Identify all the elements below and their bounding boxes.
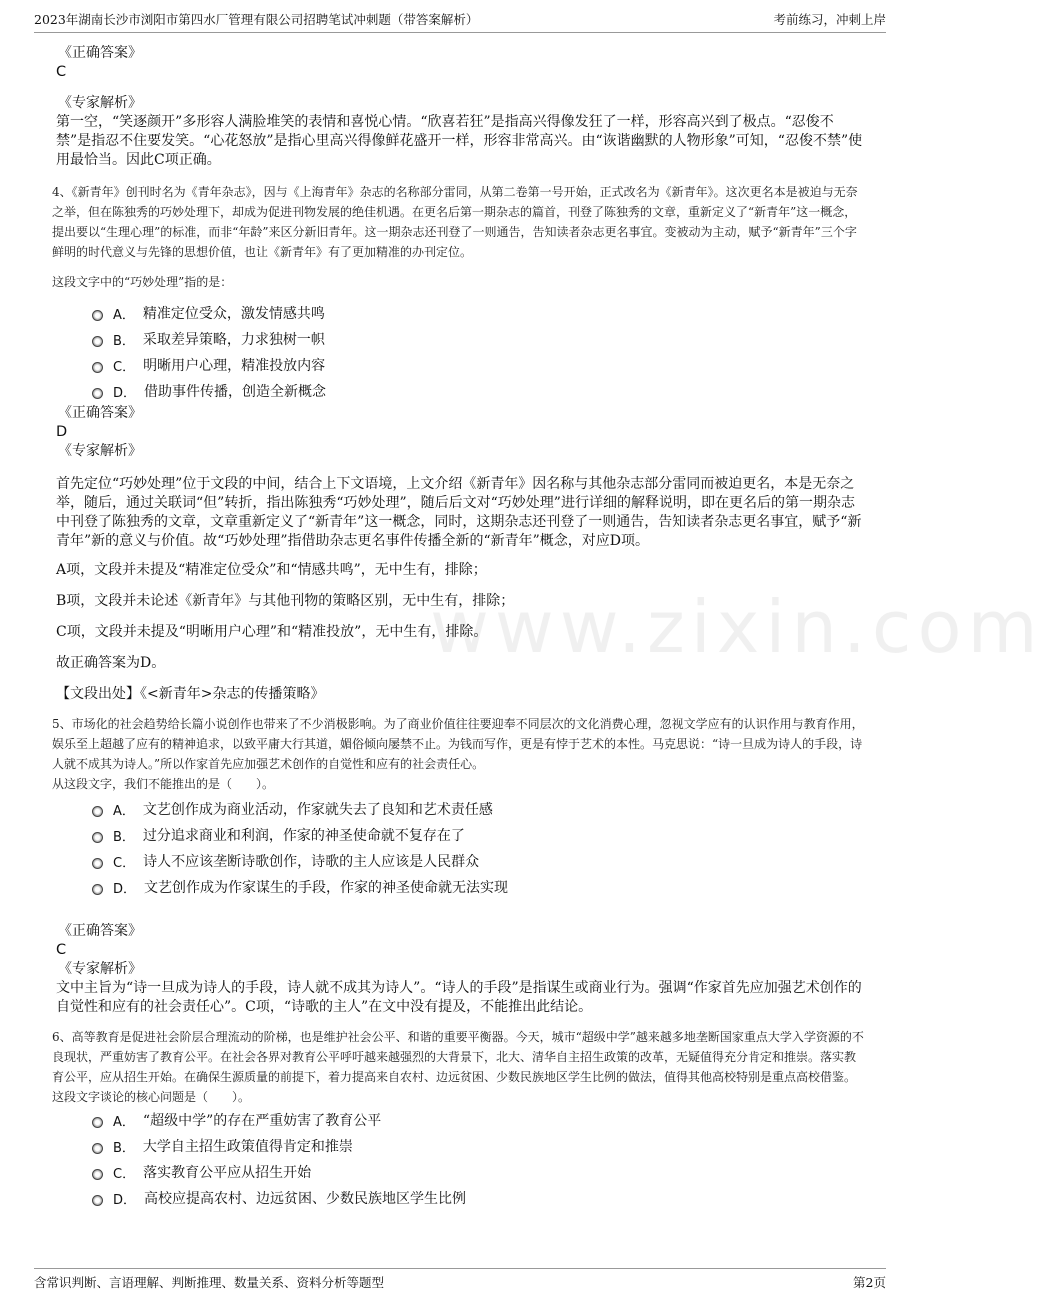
header-slogan: 考前练习，冲刺上岸: [773, 12, 886, 27]
option-c[interactable]: C． 落实教育公平应从招生开始: [92, 1159, 864, 1185]
radio-icon[interactable]: [92, 1169, 103, 1180]
page-footer: [34, 1268, 886, 1291]
explanation-text: 第一空，“笑逐颜开”多形容人满脸堆笑的表情和喜悦心情。“欣喜若狂”是指高兴得像发狂了一样，形容高兴到了极点。“忍俊不禁”是指忍不住要发笑。“心花怒放”是指心里高兴得像鲜花盛开一样，形容非常高兴。由“诙谐幽默的人物形象”可知，“忍俊不禁”使用最恰当。因此C项正确。: [56, 114, 863, 168]
option-a[interactable]: A． “超级中学”的存在严重妨害了教育公平: [92, 1107, 864, 1133]
option-d[interactable]: D． 文艺创作成为作家谋生的手段，作家的神圣使命就无法实现: [92, 874, 864, 900]
radio-icon[interactable]: [92, 1195, 103, 1206]
footer-topics: 含常识判断、言语理解、判断推理、数量关系、资料分析等题型: [34, 1275, 385, 1290]
expert-label: 《专家解析》: [58, 95, 142, 111]
watermark: www.zixin.com: [430, 585, 1044, 669]
expert-label: 《专家解析》: [58, 443, 142, 459]
expert-label: 《专家解析》: [58, 961, 142, 977]
radio-icon[interactable]: [92, 362, 103, 373]
explanation-paragraph: B项，文段并未论述《新青年》与其他刊物的策略区别，无中生有，排除；: [56, 593, 515, 609]
radio-icon[interactable]: [92, 832, 103, 843]
radio-icon[interactable]: [92, 310, 103, 321]
option-c[interactable]: C． 诗人不应该垄断诗歌创作，诗歌的主人应该是人民群众: [92, 848, 864, 874]
option-text: 精准定位受众，激发情感共鸣: [142, 306, 325, 322]
options-list: [52, 796, 864, 900]
question-stem: 6、高等教育是促进社会阶层合理流动的阶梯，也是维护社会公平、和谐的重要平衡器。今天，城市“超级中学”越来越多地垄断国家重点大学入学资源的不良现状，严重妨害了教育公平。在社会各界对教育公平呼吁越来越强烈的大背景下，北大、清华自主招生政策的改革，无疑值得充分肯定和推崇。落实教育公平，应从招生开始。在确保生源质量的前提下，着力提高来自农村、边远贫困、少数民族地区学生比例的做法，值得其他高校特别是重点高校借鉴。: [52, 1030, 864, 1084]
option-text: 落实教育公平应从招生开始: [143, 1165, 312, 1181]
question-prompt: 这段文字中的“巧妙处理”指的是：: [52, 275, 233, 289]
radio-icon[interactable]: [92, 1143, 103, 1154]
option-b[interactable]: B． 采取差异策略，力求独树一帜: [92, 326, 864, 352]
option-d[interactable]: D． 借助事件传播，创造全新概念: [92, 378, 864, 404]
option-b[interactable]: B． 大学自主招生政策值得肯定和推崇: [92, 1133, 864, 1159]
question-prompt: 从这段文字，我们不能推出的是（ ）。: [52, 777, 275, 791]
explanation-paragraph: C项，文段并未提及“明晰用户心理”和“精准投放”，无中生有，排除。: [56, 624, 488, 640]
answer-label: 《正确答案》: [58, 923, 142, 939]
source-citation: 【文段出处】《<新青年>杂志的传播策略》: [56, 686, 325, 702]
page-header: [34, 10, 886, 33]
option-text: 借助事件传播，创造全新概念: [144, 384, 327, 400]
options-list: [52, 1107, 864, 1211]
document-title: 2023年湖南长沙市浏阳市第四水厂管理有限公司招聘笔试冲刺题（带答案解析）: [34, 12, 479, 27]
question-stem: 5、市场化的社会趋势给长篇小说创作也带来了不少消极影响。为了商业价值往往要迎奉不同层次的文化消费心理，忽视文学应有的认识作用与教育作用，娱乐至上超越了应有的精神追求，以致平庸大行其道，媚俗倾向屡禁不止。为钱而写作，更是有悖于艺术的本性。马克思说：“诗一旦成为诗人的手段，诗人就不成其为诗人。”所以作家首先应加强艺术创作的自觉性和应有的社会责任心。: [52, 717, 864, 771]
radio-icon[interactable]: [92, 336, 103, 347]
answer-value: D: [56, 424, 68, 440]
page-number: 第2页: [853, 1275, 886, 1290]
option-text: 采取差异策略，力求独树一帜: [142, 332, 325, 348]
option-c[interactable]: C． 明晰用户心理，精准投放内容: [92, 352, 864, 378]
option-text: 明晰用户心理，精准投放内容: [143, 358, 326, 374]
answer-value: C: [56, 942, 67, 958]
explanation-paragraph: 首先定位“巧妙处理”位于文段的中间，结合上下文语境，上文介绍《新青年》因名称与其他杂志部分雷同而被迫更名，本是无奈之举，随后，通过关联词“但”转折，指出陈独秀“巧妙处理”，随后后文对“巧妙处理”进行详细的解释说明，即在更名后的第一期杂志中刊登了陈独秀的文章，文章重新定义了“新青年”这一概念，同时，这期杂志还刊登了一则通告，告知读者杂志更名事宜，赋予“新青年”新的意义与价值。故“巧妙处理”指借助杂志更名事件传播全新的“新青年”概念，对应D项。: [56, 476, 862, 549]
radio-icon[interactable]: [92, 388, 103, 399]
explanation-text: 文中主旨为“诗一旦成为诗人的手段，诗人就不成其为诗人”。“诗人的手段”是指谋生或商业行为。强调“作家首先应加强艺术创作的自觉性和应有的社会责任心”。C项，“诗歌的主人”在文中没有提及，不能推出此结论。: [56, 980, 862, 1015]
answer-label: 《正确答案》: [58, 405, 142, 421]
option-a[interactable]: A． 精准定位受众，激发情感共鸣: [92, 300, 864, 326]
answer-label: 《正确答案》: [58, 45, 142, 61]
answer-value: C: [56, 64, 67, 80]
radio-icon[interactable]: [92, 858, 103, 869]
option-text: 文艺创作成为商业活动，作家就失去了良知和艺术责任感: [142, 802, 493, 818]
option-text: “超级中学”的存在严重妨害了教育公平: [142, 1113, 382, 1129]
option-d[interactable]: D． 高校应提高农村、边远贫困、少数民族地区学生比例: [92, 1185, 864, 1211]
option-b[interactable]: B． 过分追求商业和利润，作家的神圣使命就不复存在了: [92, 822, 864, 848]
radio-icon[interactable]: [92, 884, 103, 895]
option-text: 高校应提高农村、边远贫困、少数民族地区学生比例: [144, 1191, 467, 1207]
question-stem: 4、《新青年》创刊时名为《青年杂志》，因与《上海青年》杂志的名称部分雷同，从第二卷第一号开始，正式改名为《新青年》。这次更名本是被迫与无奈之举，但在陈独秀的巧妙处理下，却成为促进刊物发展的绝佳机遇。在更名后第一期杂志的篇首，刊登了陈独秀的文章，重新定义了“新青年”这一概念，提出要以“生理心理”的标准，而非“年龄”来区分新旧青年。这一期杂志还刊登了一则通告，告知读者杂志更名事宜。变被动为主动，赋予“新青年”三个字鲜明的时代意义与先锋的思想价值，也让《新青年》有了更加精准的办刊定位。: [52, 185, 858, 259]
radio-icon[interactable]: [92, 1117, 103, 1128]
option-text: 大学自主招生政策值得肯定和推崇: [142, 1139, 353, 1155]
page-content: [52, 44, 864, 1211]
option-text: 文艺创作成为作家谋生的手段，作家的神圣使命就无法实现: [144, 880, 509, 896]
option-text: 诗人不应该垄断诗歌创作，诗歌的主人应该是人民群众: [143, 854, 480, 870]
option-text: 过分追求商业和利润，作家的神圣使命就不复存在了: [142, 828, 465, 844]
options-list: [52, 300, 864, 404]
option-a[interactable]: A． 文艺创作成为商业活动，作家就失去了良知和艺术责任感: [92, 796, 864, 822]
question-prompt: 这段文字谈论的核心问题是（ ）。: [52, 1090, 251, 1104]
explanation-paragraph: 故正确答案为D。: [56, 655, 166, 671]
explanation-paragraph: A项，文段并未提及“精准定位受众”和“情感共鸣”，无中生有，排除；: [56, 562, 487, 578]
radio-icon[interactable]: [92, 806, 103, 817]
